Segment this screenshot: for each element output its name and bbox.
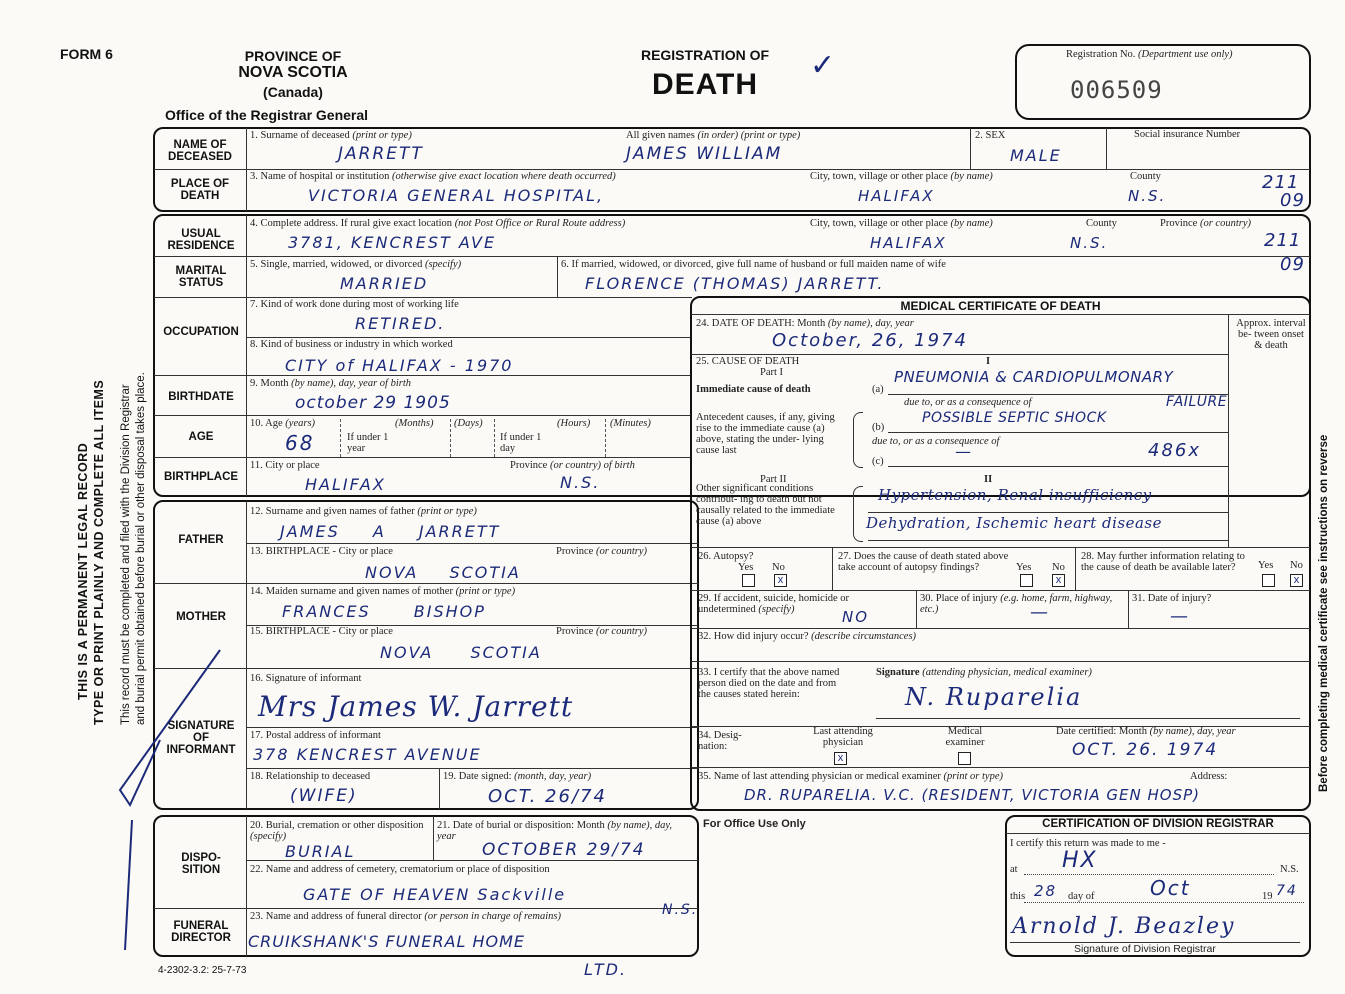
label-further-no: No	[1290, 560, 1303, 571]
value-division-at: HX	[1062, 848, 1098, 873]
value-registrar-signature: Arnold J. Beazley	[1012, 914, 1236, 939]
label-province-res: Province (or country)	[1160, 218, 1251, 229]
value-business: CITY of HALIFAX - 1970	[285, 356, 514, 375]
section-label-father: FATHER	[178, 534, 224, 546]
value-date-certified: OCT. 26. 1974	[1072, 740, 1219, 760]
value-funeral-ltd: LTD.	[584, 960, 628, 979]
label-other-conditions: Other significant conditions contribut- ing to death but not causally related to the immediate cause (a) above	[696, 483, 835, 527]
brace-part-1	[853, 412, 863, 468]
label-injury-how: 32. How did injury occur? (describe circumstances)	[698, 631, 917, 642]
label-disposition: 20. Burial, cremation or other disposition (specify)	[250, 820, 424, 842]
medical-examiner-checkbox[interactable]	[958, 752, 971, 765]
province-name: NOVA SCOTIA	[238, 64, 348, 81]
margin-print-plainly: TYPE OR PRINT PLAINLY AND COMPLETE ALL ITEMS	[92, 379, 106, 725]
value-given-names: JAMES WILLIAM	[626, 144, 783, 164]
label-division-ns: N.S.	[1280, 864, 1299, 875]
label-county-death: County	[1130, 171, 1161, 182]
label-father-birthplace: 13. BIRTHPLACE - City or place	[250, 546, 393, 557]
label-surname: 1. Surname of deceased (print or type)	[250, 130, 412, 141]
label-informant-signature: 16. Signature of informant	[250, 673, 362, 684]
label-date-certified: Date certified: Month (by name), day, year	[1056, 726, 1236, 737]
value-birthplace-prov: N.S.	[560, 473, 601, 492]
medical-title: MEDICAL CERTIFICATE OF DEATH	[900, 299, 1101, 313]
label-autopsy-yes: Yes	[738, 562, 754, 573]
value-cause-a: PNEUMONIA & CARDIOPULMONARY	[894, 368, 1174, 386]
footer-form-code: 4-2302-3.2: 25-7-73	[158, 965, 247, 976]
label-date-of-death: 24. DATE OF DEATH: Month (by name), day, year	[696, 318, 914, 329]
label-informant-address: 17. Postal address of informant	[250, 730, 381, 741]
label-business: 8. Kind of business or industry in which worked	[250, 339, 453, 350]
last-physician-checkbox[interactable]: x	[834, 752, 847, 765]
value-address: 3781, KENCREST AVE	[288, 233, 497, 252]
value-cause-c: —	[955, 442, 973, 461]
label-marital: 5. Single, married, widowed, or divorced (specify)	[250, 259, 462, 270]
label-autopsy-no: No	[772, 562, 785, 573]
label-birthplace-prov: Province (or country) of birth	[510, 460, 635, 471]
form-title: DEATH	[651, 68, 759, 101]
value-surname: JARRETT	[338, 144, 424, 164]
label-if-under-day: If under 1 day	[500, 432, 542, 454]
label-cemetery: 22. Name and address of cemetery, crematorium or place of disposition	[250, 864, 550, 875]
province-of: PROVINCE OF	[244, 48, 342, 64]
label-further-info: 28. May further information relating to the cause of death be available later?	[1081, 551, 1245, 573]
label-further-yes: Yes	[1258, 560, 1274, 571]
value-date-signed: OCT. 26/74	[488, 786, 607, 807]
value-county-code-2: 09	[1280, 190, 1305, 211]
label-occupation: 7. Kind of work done during most of working life	[250, 299, 459, 310]
label-accident: 29. If accident, suicide, homicide or undetermined (specify)	[698, 593, 850, 615]
further-yes-checkbox[interactable]	[1262, 574, 1275, 587]
section-label-birthdate: BIRTHDATE	[168, 391, 234, 403]
label-findings-yes: Yes	[1016, 562, 1032, 573]
section-label-age: AGE	[188, 431, 214, 443]
section-label-occupation: OCCUPATION	[163, 326, 239, 338]
label-disposition-date: 21. Date of burial or disposition: Month (by name), day, year	[437, 820, 673, 842]
pen-strikethrough-mark	[100, 640, 230, 960]
section-label-birthplace: BIRTHPLACE	[163, 471, 239, 483]
value-informant-address: 378 KENCREST AVENUE	[253, 745, 482, 764]
label-age-hours: (Hours)	[557, 418, 591, 429]
value-city-death: HALIFAX	[858, 187, 935, 205]
label-cause-of-death: 25. CAUSE OF DEATH	[696, 356, 800, 367]
registration-label: Registration No. (Department use only)	[1066, 49, 1233, 60]
value-place-injury: —	[1030, 602, 1050, 623]
label-sex: 2. SEX	[975, 130, 1006, 141]
value-marital: MARRIED	[340, 274, 429, 293]
label-age-days: (Days)	[454, 418, 483, 429]
label-designation: 34. Desig- nation:	[698, 730, 742, 752]
label-medical-examiner: Medical examiner	[945, 726, 985, 748]
label-birthplace-city: 11. City or place	[250, 460, 320, 471]
value-province-res: N.S.	[1070, 234, 1109, 252]
value-informant-signature: Mrs James W. Jarrett	[258, 690, 574, 723]
label-mother-birthplace: 15. BIRTHPLACE - City or place	[250, 626, 393, 637]
label-last-physician: Last attending physician	[813, 726, 873, 748]
section-label-informant: SIGNATURE OF INFORMANT	[166, 720, 236, 756]
label-date-injury: 31. Date of injury?	[1132, 593, 1212, 604]
value-division-year: 74	[1276, 883, 1298, 899]
value-occupation: RETIRED.	[355, 314, 446, 333]
value-spouse: FLORENCE (THOMAS) JARRETT.	[585, 274, 885, 293]
office-title: Office of the Registrar General	[165, 107, 369, 123]
label-birthdate: 9. Month (by name), day, year of birth	[250, 378, 411, 389]
label-due-to-1: due to, or as a consequence of	[904, 397, 1032, 408]
value-cause-b: POSSIBLE SEPTIC SHOCK	[922, 410, 1107, 426]
value-other-1: Hypertension, Renal insufficiency	[878, 486, 1152, 504]
value-birthdate: october 29 1905	[295, 393, 451, 413]
label-registrar-signature: Signature of Division Registrar	[1074, 943, 1216, 955]
autopsy-no-checkbox[interactable]: x	[774, 574, 787, 587]
label-cause-c: (c)	[872, 456, 884, 467]
value-physician-signature: N. Ruparelia	[905, 683, 1083, 711]
value-county-code: 211	[1262, 172, 1300, 193]
label-hospital: 3. Name of hospital or institution (otherwise give exact location where death occurred)	[250, 171, 616, 182]
label-mother: 14. Maiden surname and given names of mother (print or type)	[250, 586, 516, 597]
value-accident: NO	[842, 608, 870, 626]
value-physician-name: DR. RUPARELIA. V.C. (RESIDENT, VICTORIA GEN HOSP)	[744, 786, 1201, 804]
value-province-death: N.S.	[1128, 187, 1167, 205]
margin-instructions: Before completing medical certificate see instructions on reverse	[1318, 434, 1330, 792]
label-autopsy: 26. Autopsy?	[698, 551, 754, 562]
section-label-name: NAME OF DECEASED	[168, 139, 232, 163]
label-address: 4. Complete address. If rural give exact location (not Post Office or Rural Route address)	[250, 218, 626, 229]
value-city-res: HALIFAX	[870, 234, 947, 252]
label-funeral-director: 23. Name and address of funeral director (or person in charge of remains)	[250, 911, 561, 922]
label-age-years: 10. Age (years)	[250, 418, 316, 429]
label-antecedent: Antecedent causes, if any, giving rise to the immediate cause (a) above, stating the under- lying cause last	[696, 412, 835, 456]
value-cause-code: 486x	[1148, 440, 1202, 461]
section-label-marital: MARITAL STATUS	[175, 265, 227, 289]
label-sin: Social insurance Number	[1134, 129, 1241, 140]
value-age: 68	[285, 431, 315, 455]
brace-part-2	[853, 486, 863, 542]
value-hospital: VICTORIA GENERAL HOSPITAL,	[308, 186, 605, 205]
value-disposition-date: OCTOBER 29/74	[482, 840, 646, 860]
value-cemetery: GATE OF HEAVEN Sackville	[303, 885, 567, 904]
label-division-year: 19	[1262, 891, 1273, 902]
label-place-injury: 30. Place of injury (e.g. home, farm, highway, etc.)	[920, 593, 1113, 615]
label-county-res: County	[1086, 218, 1117, 229]
section-label-mother: MOTHER	[176, 611, 226, 623]
value-relationship: (WIFE)	[290, 786, 358, 806]
label-division-day-of: day of	[1068, 891, 1095, 902]
label-approx-interval: Approx. interval be- tween onset & death	[1236, 318, 1306, 351]
margin-filing-note-1: This record must be completed and filed with the Division Registrar	[120, 384, 132, 725]
value-res-code-2: 09	[1280, 254, 1305, 275]
autopsy-yes-checkbox[interactable]	[742, 574, 755, 587]
label-cause-b: (b)	[872, 422, 885, 433]
label-date-signed: 19. Date signed: (month, day, year)	[443, 771, 592, 782]
value-division-month: Oct	[1150, 876, 1191, 900]
section-label-disposition: DISPO- SITION	[181, 852, 221, 876]
label-findings-no: No	[1052, 562, 1065, 573]
value-mother-birthplace: NOVA SCOTIA	[380, 643, 542, 662]
label-city-res: City, town, village or other place (by name)	[810, 218, 993, 229]
section-label-funeral: FUNERAL DIRECTOR	[171, 920, 231, 944]
value-father: JAMES A JARRETT	[280, 522, 501, 541]
label-certify: 33. I certify that the above named person died on the date and from the causes stated herein:	[698, 667, 840, 700]
country: (Canada)	[263, 84, 323, 100]
margin-filing-note-2: and burial permit obtained before burial or other disposal takes place.	[135, 372, 147, 725]
label-physician-name: 35. Name of last attending physician or medical examiner (print or type)	[698, 771, 1004, 782]
value-disposition: BURIAL	[285, 842, 356, 861]
margin-permanent-record: THIS IS A PERMANENT LEGAL RECORD	[76, 442, 90, 700]
value-birthplace-city: HALIFAX	[305, 475, 386, 494]
section-label-place-death: PLACE OF DEATH	[170, 178, 230, 202]
section-label-usual-residence: USUAL RESIDENCE	[167, 228, 235, 252]
label-mother-province: Province (or country)	[556, 626, 647, 637]
registration-number: 006509	[1070, 76, 1163, 104]
registration-of: REGISTRATION OF	[640, 47, 770, 63]
label-due-to-2: due to, or as a consequence of	[872, 436, 1000, 447]
value-other-2: Dehydration, Ischemic heart disease	[866, 514, 1162, 532]
label-father-province: Province (or country)	[556, 546, 647, 557]
label-spouse: 6. If married, widowed, or divorced, give full name of husband or full maiden name of wife	[561, 259, 946, 270]
value-cemetery-province: N.S.	[662, 902, 699, 918]
label-relationship: 18. Relationship to deceased	[250, 771, 371, 782]
value-sex: MALE	[1010, 146, 1062, 165]
label-age-minutes: (Minutes)	[610, 418, 651, 429]
value-date-injury: —	[1170, 606, 1190, 627]
label-roman-1: I	[986, 356, 991, 367]
label-division-at: at	[1010, 864, 1018, 875]
value-date-of-death: October, 26, 1974	[772, 330, 968, 351]
label-office-use: For Office Use Only	[703, 818, 806, 830]
label-signature-physician: Signature (attending physician, medical examiner)	[876, 667, 1092, 678]
value-cause-a-2: FAILURE	[1166, 394, 1228, 410]
label-given-names: All given names (in order) (print or type)	[626, 130, 801, 141]
label-physician-address: Address:	[1190, 771, 1228, 782]
label-immediate: Immediate cause of death	[696, 384, 811, 395]
division-title: CERTIFICATION OF DIVISION REGISTRAR	[1042, 818, 1274, 830]
label-age-months: (Months)	[395, 418, 434, 429]
label-city-death: City, town, village or other place (by name)	[810, 171, 993, 182]
label-father: 12. Surname and given names of father (print or type)	[250, 506, 477, 517]
label-autopsy-findings: 27. Does the cause of death stated above take account of autopsy findings?	[838, 551, 1009, 573]
label-certify-return: I certify this return was made to me -	[1010, 838, 1166, 849]
label-if-under-year: If under 1 year	[347, 432, 389, 454]
findings-yes-checkbox[interactable]	[1020, 574, 1033, 587]
value-mother: FRANCES BISHOP	[282, 602, 486, 621]
label-division-this: this	[1010, 891, 1026, 902]
label-part-2: Part II	[760, 474, 787, 485]
value-funeral-director: CRUIKSHANK'S FUNERAL HOME	[248, 932, 526, 951]
label-cause-a: (a)	[872, 384, 884, 395]
value-division-day: 28	[1034, 882, 1058, 900]
value-res-code: 211	[1264, 230, 1302, 251]
form-number: FORM 6	[60, 46, 113, 62]
further-no-checkbox[interactable]: x	[1290, 574, 1303, 587]
label-part-1: Part I	[760, 367, 784, 378]
findings-no-checkbox[interactable]: x	[1052, 574, 1065, 587]
checkmark-icon: ✓	[810, 48, 838, 83]
value-father-birthplace: NOVA SCOTIA	[365, 563, 521, 582]
label-roman-2: II	[984, 474, 993, 485]
